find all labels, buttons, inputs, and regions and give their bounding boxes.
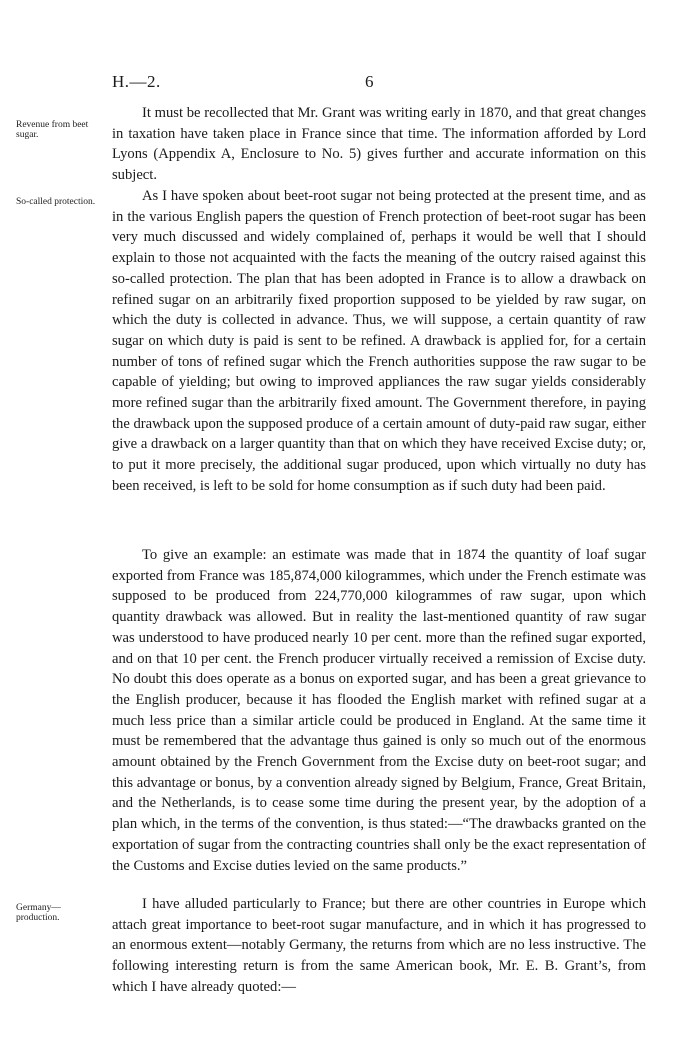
paragraph-germany: I have alluded particularly to France; but there are other countries in Europe which attach great importance to beet-root sugar manufacture, and in which it has progressed to an enormous extent—notably Germany, the returns from which are no less instructive. The following interesting return is from the same American book, Mr. E. B. Grant’s, from which I have already quoted:— xyxy=(112,896,646,995)
document-reference: H.—2. xyxy=(112,72,161,91)
margin-note-germany: Germany—production. xyxy=(16,903,61,923)
page-header xyxy=(112,72,672,96)
paragraph-protection: As I have spoken about beet-root sugar not being protected at the present time, and as in the various English papers the question of French protection of beet-root sugar has been very much discussed and widely complained of, perhaps it would be well that I should explain to those not acquainted with the facts the meaning of the outcry raised against this so-called protection. The plan that has been adopted in France is to allow a drawback on refined sugar on an arbitrarily fixed proportion supposed to be yielded by raw sugar, on which the duty is collected in advance. Thus, we will suppose, a certain quantity of raw sugar on which duty is paid is sent to be refined. A drawback is applied for, for a certain number of tons of refined sugar which the French authorities suppose the raw sugar to be capable of yielding; but owing to improved appliances the raw sugar yields considerably more refined sugar than the arbitrarily fixed amount. The Government therefore, in paying the drawback upon the supposed produce of a certain amount of duty-paid raw sugar, either give a drawback on a larger quantity than that on which they have received Excise duty; or, to put it more precisely, the additional sugar produced, upon which virtually no duty has been received, is left to be sold for home consumption as if such duty had been paid. xyxy=(112,188,646,494)
page-number: 6 xyxy=(365,72,374,91)
margin-note-revenue: Revenue from beet sugar. xyxy=(16,120,89,140)
paragraph-revenue: It must be recollected that Mr. Grant was writing early in 1870, and that great changes in taxation have taken place in France since that time. The information afforded by Lord Lyons (Appendix A, Enclosure to No. 5) gives further and accurate information on this subject. xyxy=(112,105,646,184)
margin-note-protection: So-called protection. xyxy=(16,197,96,207)
paragraph-example: To give an example: an estimate was made that in 1874 the quantity of loaf sugar exported from France was 185,874,000 kilogrammes, which under the French estimate was supposed to be produced from 224,770,000 kilogrammes of raw sugar, upon which quantity drawback was allowed. But in reality the last-mentioned quantity of raw sugar was understood to have produced nearly 10 per cent. more than the refined sugar exported, and on that 10 per cent. the French producer virtually received a remission of Excise duty. No doubt this does operate as a bonus on exported sugar, and has been a great grievance to the English producer, because it has flooded the English market with refined sugar at a much less price than a similar article could be produced in England. At the same time it must be remembered that the advantage thus gained is only so much out of the enormous amount obtained by the French Government from the Excise duty on beet-root sugar; and this advantage or bonus, by a convention already signed by Belgium, France, Great Britain, and the Netherlands, is to cease some time during the present year, by the adoption of a plan which, in the terms of the convention, is thus stated:—“The drawbacks granted on the exportation of sugar from the contracting countries shall only be the exact representation of the Customs and Excise duties levied on the same products.” xyxy=(112,547,646,874)
